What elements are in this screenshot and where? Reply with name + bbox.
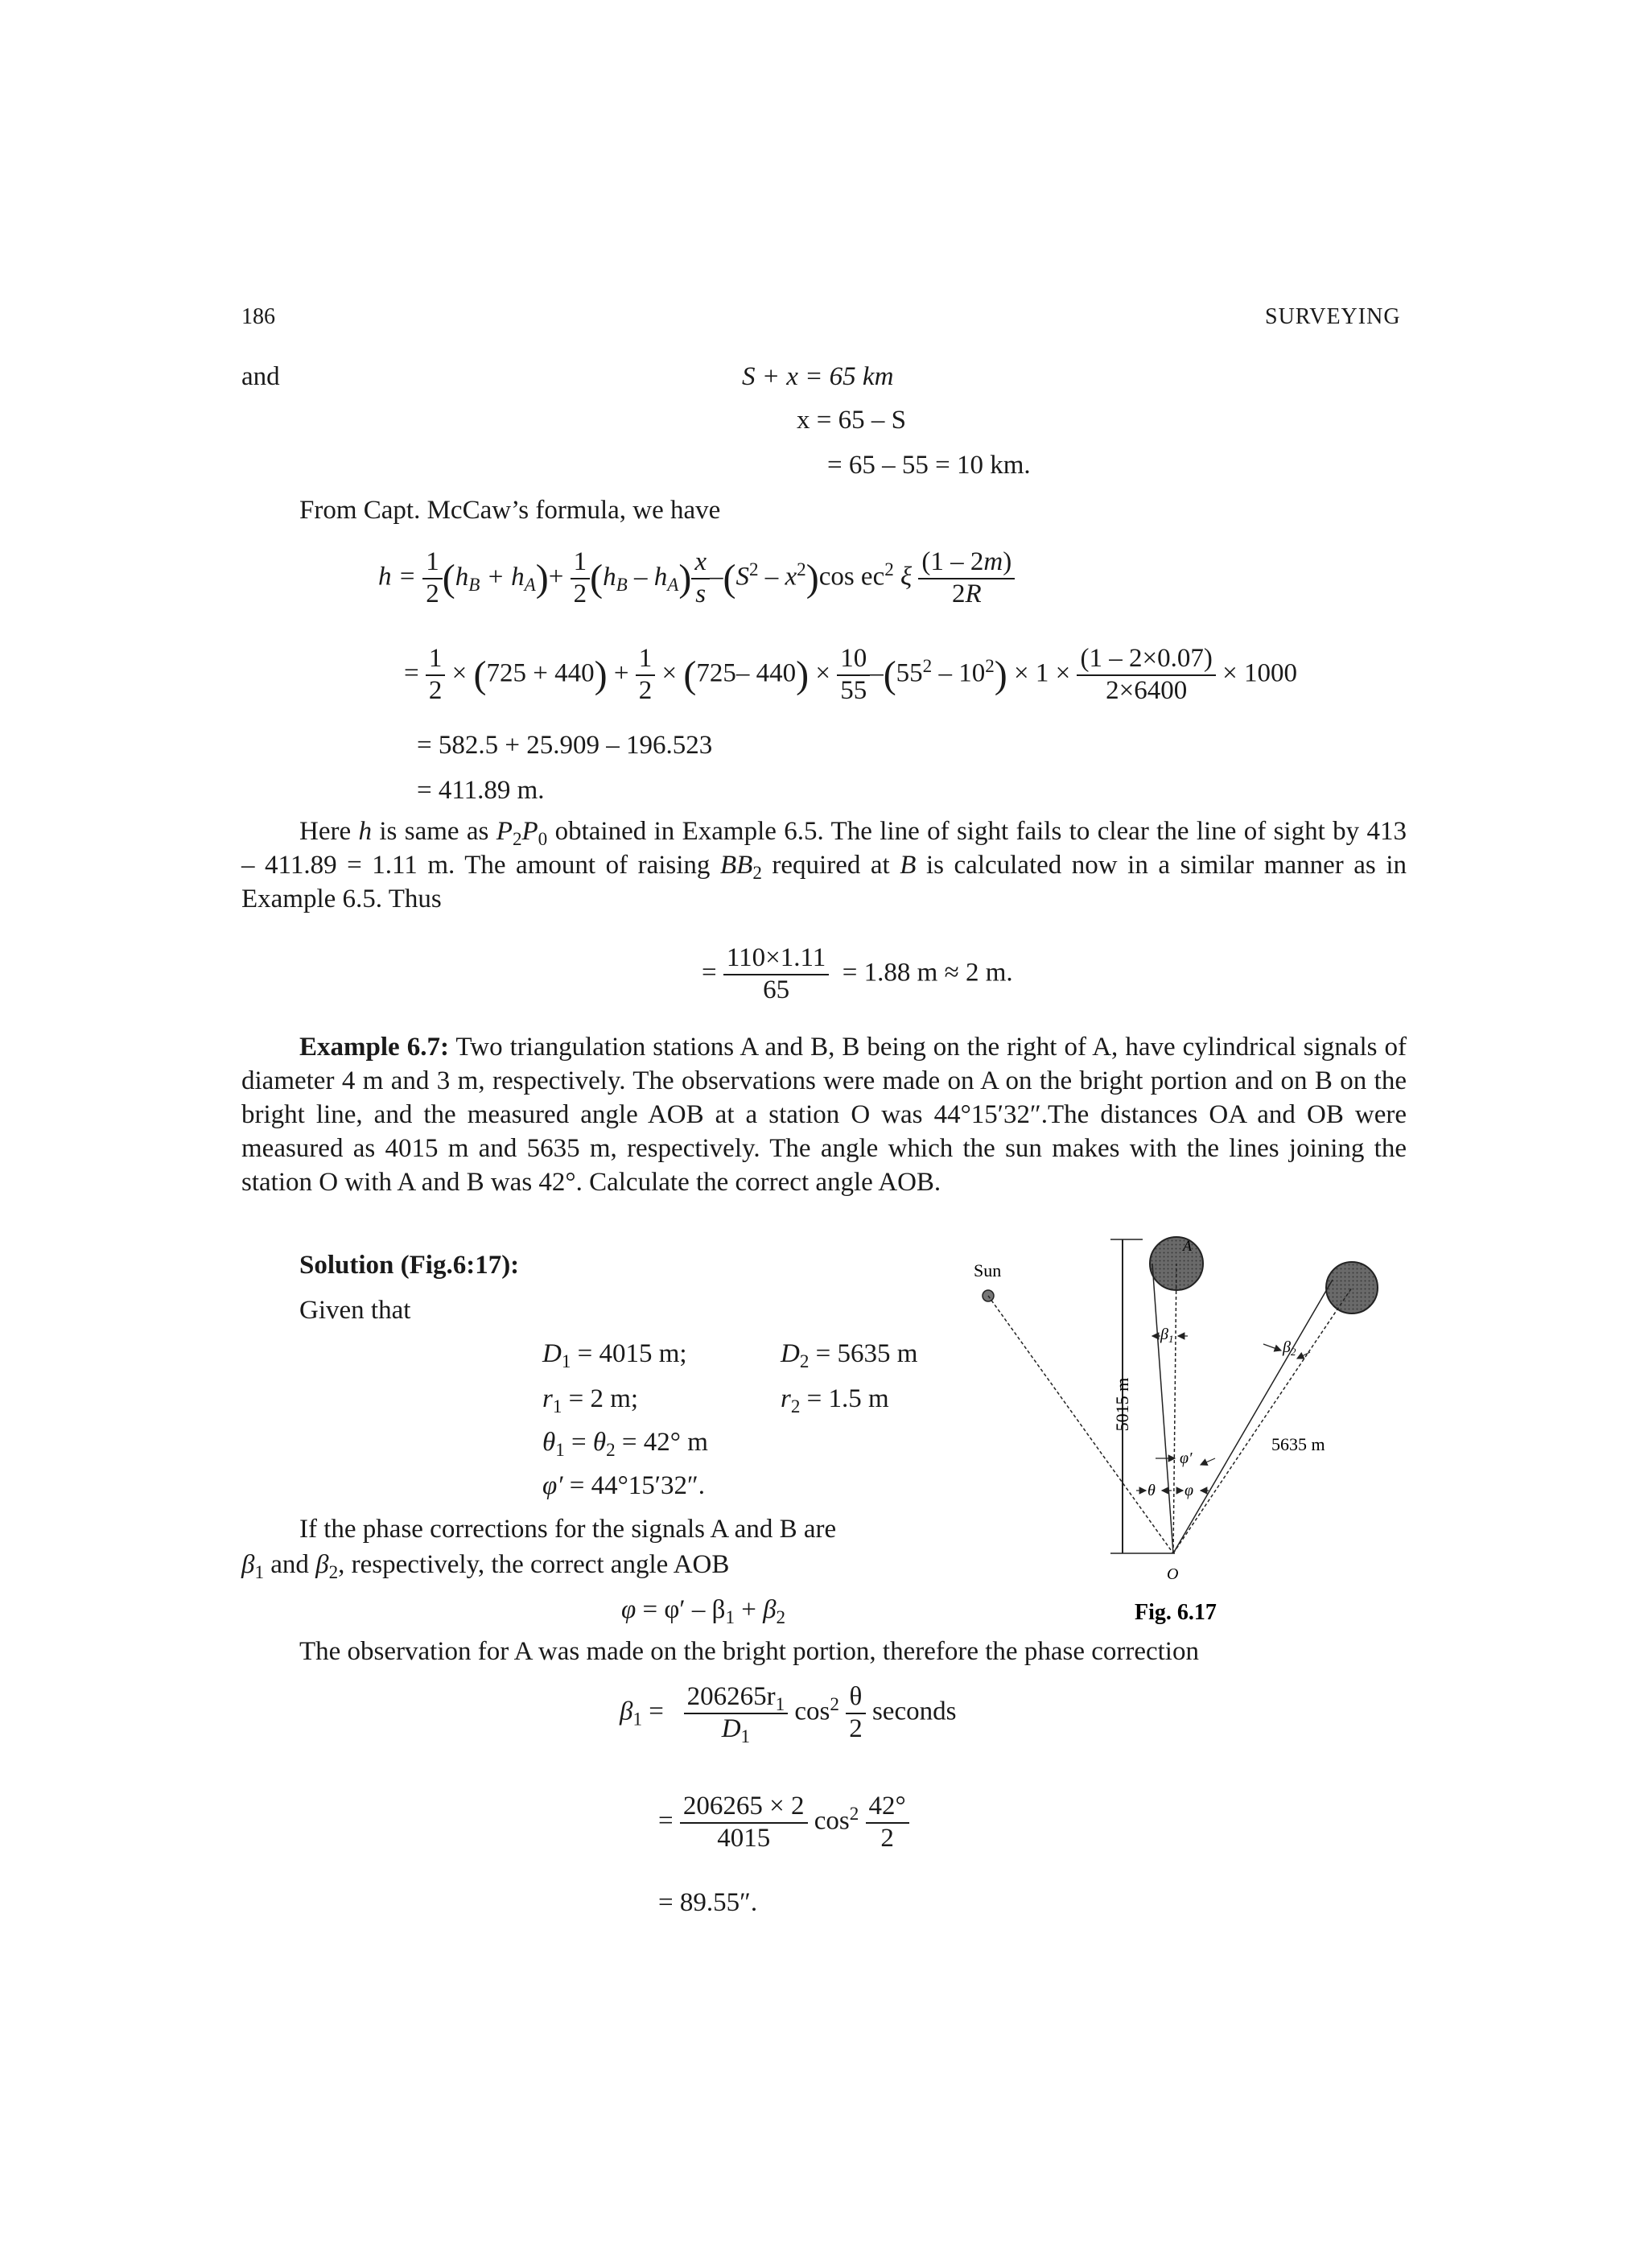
given-phi-prime: φ′ = 44°15′32″. [542, 1471, 706, 1500]
solution-label: Solution (Fig.6:17): [299, 1251, 520, 1280]
mccaw-formula: h = $\frac{1}{2}$ $(h_B + h_A)+$ $\frac{1}{2}$ $(h_B - h_A)$ $\frac{x}{s}$ $-(S^2 - x^2)\cos$ $ec^2$ ξ $\frac{(1 - 2m)}{2R}$ [378, 547, 1015, 610]
example-text: Two triangulation stations A and B, B being on the right of A, have cylindrical signals of diameter 4 m and 3 m, respectively. The observations were made on A on the bright portion and on B on the bright line, and the measured angle AOB at a station O was 44°15′32″.The distances OA and OB were measured as 4015 m and 5635 m, respectively. The angle which the sun makes with the lines joining the station O with A and B was 42°. Calculate the correct angle AOB. [241, 1033, 1407, 1197]
figure-caption: Fig. 6.17 [1135, 1600, 1217, 1625]
given-that: Given that [299, 1296, 411, 1325]
phi-label: φ [1184, 1482, 1194, 1499]
dist-vertical-label: 5015 m [1112, 1377, 1132, 1432]
raising-denominator: 65 [763, 975, 790, 1004]
raising-calc: = $\frac{110\times 1.11}{65}$ = 1.88 m ≈ 2 m. [702, 943, 1013, 1004]
mccaw-numeric: = $\frac{1}{2}$ × (725 + 440) + $\frac{1}{2}$ × (725– 440) × $\frac{10}{55}$ $-(55^2 - 10^2) \times 1$ × $\frac{(1 - 2\times 0.07)}{2\times 6400}$ × 1000 [404, 644, 1297, 705]
beta1-numeric: = $\frac{206265 \times 2}{4015}$ $\cos^2$ $\frac{42^\circ}{2}$ [658, 1792, 909, 1854]
given-d2: $D_2 = 5635$ m [781, 1339, 918, 1371]
beta1-label: $\beta_1$ [1160, 1326, 1174, 1345]
numeric-numerator: (1 – 2×0.07) [1077, 644, 1215, 676]
phase-text-1: If the phase corrections for the signals A and B are [299, 1515, 837, 1544]
observation-text: The observation for A was made on the bright portion, therefore the phase correction [299, 1637, 1199, 1666]
label-o: O [1167, 1565, 1179, 1583]
page-number: 186 [241, 304, 275, 329]
beta1-result: = 89.55″. [658, 1888, 758, 1917]
mccaw-result-2: = 411.89 m. [417, 776, 545, 805]
example-6-7 [241, 1030, 1407, 1199]
calc-line-2: x = 65 – S [797, 406, 906, 435]
phase-text-2: $\beta_1$ and $\beta_2$, respectively, the correct angle AOB [241, 1550, 730, 1582]
numeric-tail: × 1000 [1222, 658, 1297, 688]
mccaw-result-1: = 582.5 + 25.909 – 196.523 [417, 731, 713, 760]
given-d1: $D_1 = 4015$ m; [542, 1339, 687, 1371]
label-a: A [1183, 1238, 1192, 1254]
given-r1: $r_1 = 2$ m; [542, 1384, 639, 1416]
calc-line-3: = 65 – 55 = 10 km. [827, 451, 1031, 480]
given-r2: $r_2 = 1.5$ m [781, 1384, 889, 1416]
numeric-denominator: 2×6400 [1106, 675, 1188, 705]
beta1-formula: $\beta_1$ = $\frac{206265r_1}{D_1}$ $\cos^2$ $\frac{\theta}{2}$ seconds [620, 1682, 957, 1746]
figure-6-17 [950, 1231, 1400, 1626]
seconds-label: seconds [871, 1697, 957, 1726]
phi-equation: $\varphi = \varphi' - \beta_1 + \beta_2$ [621, 1595, 786, 1627]
raising-numerator: 110×1.11 [723, 943, 829, 975]
sun-label: Sun [974, 1260, 1002, 1280]
beta2-label: $\beta_2$ [1283, 1338, 1296, 1358]
and-lead: and [241, 362, 280, 391]
mccaw-intro: From Capt. McCaw’s formula, we have [299, 496, 721, 525]
example-label: Example 6.7: [299, 1033, 449, 1062]
paragraph-line-of-sight: Here h is same as $P_2P_0$ obtained in Example 6.5. The line of sight fails to clear the line of sight by 413 – 411.89 = 1.11 m. The amount of raising $BB_2$ required at B is calculated now in a similar manner as in Example 6.5. Thus [241, 817, 1407, 913]
phi-prime-label: φ′ [1180, 1449, 1193, 1467]
theta-label: θ [1147, 1482, 1156, 1499]
dist-slant-label: 5635 m [1271, 1434, 1325, 1454]
formula-lhs: h = [378, 562, 417, 592]
raising-result: = 1.88 m ≈ 2 m. [842, 958, 1013, 988]
calc-line-1: S + x = 65 km [742, 362, 894, 391]
running-title: SURVEYING [1265, 304, 1401, 329]
given-theta: $\theta_1 = \theta_2 = 42^\circ$ m [542, 1428, 708, 1460]
